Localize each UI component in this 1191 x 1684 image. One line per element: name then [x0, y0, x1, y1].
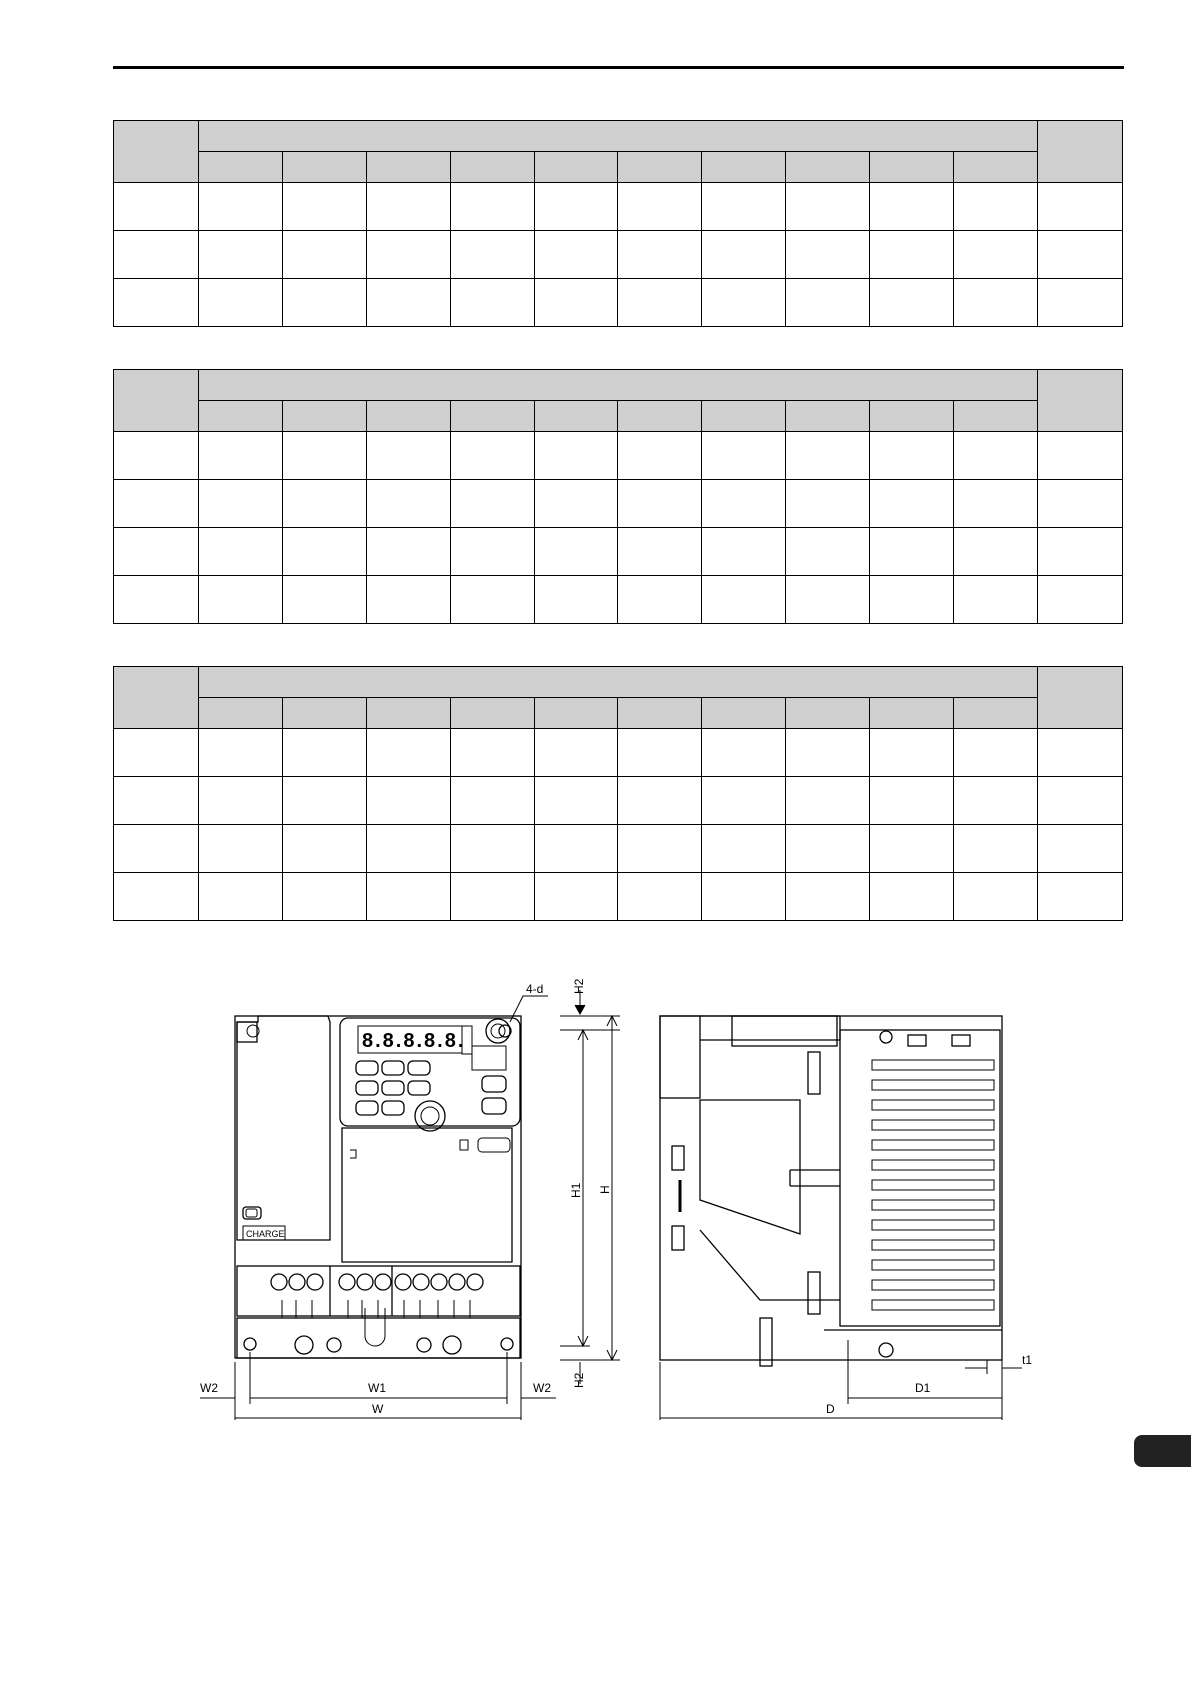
table-cell [954, 480, 1038, 528]
table-cell [1038, 777, 1123, 825]
table-cell [870, 183, 954, 231]
table-cell [366, 825, 450, 873]
table-cell [114, 528, 199, 576]
table-cell [1038, 873, 1123, 921]
table-cell [1038, 528, 1123, 576]
table-header-corner [114, 121, 199, 183]
table-cell [702, 480, 786, 528]
table-cell [366, 528, 450, 576]
table-cell [199, 183, 283, 231]
spec-table-3 [113, 666, 1123, 921]
table-cell [534, 480, 618, 528]
table-cell [786, 825, 870, 873]
table-row [114, 576, 1123, 624]
table-cell [954, 873, 1038, 921]
display-digits: 8.8.8.8.8. [362, 1030, 466, 1052]
table-cell [786, 777, 870, 825]
table-cell [870, 528, 954, 576]
table-cell [534, 432, 618, 480]
table-subheader-cell [702, 401, 786, 432]
table-subheader-cell [618, 698, 702, 729]
table-cell [199, 576, 283, 624]
table-cell [450, 183, 534, 231]
table-cell [450, 777, 534, 825]
table-cell [954, 231, 1038, 279]
dimension-lines [200, 990, 1022, 1420]
table-cell [870, 480, 954, 528]
table-row [114, 777, 1123, 825]
table-cell [954, 576, 1038, 624]
table-subheader-cell [282, 152, 366, 183]
table-cell [199, 528, 283, 576]
table-header-group [199, 121, 1038, 152]
table-cell [786, 231, 870, 279]
table-cell [534, 279, 618, 327]
table-cell [618, 432, 702, 480]
table-cell [702, 528, 786, 576]
table-cell [702, 825, 786, 873]
table-cell [1038, 279, 1123, 327]
table-cell [282, 279, 366, 327]
table-cell [618, 777, 702, 825]
table-cell [534, 777, 618, 825]
table-cell [366, 729, 450, 777]
table-cell [366, 873, 450, 921]
table-cell [1038, 231, 1123, 279]
table-row [114, 480, 1123, 528]
table-cell [450, 231, 534, 279]
table-cell [366, 279, 450, 327]
table-subheader-cell [618, 152, 702, 183]
table-cell [199, 231, 283, 279]
table-header-group [199, 370, 1038, 401]
table-cell [786, 873, 870, 921]
table-cell [199, 825, 283, 873]
table-cell [618, 576, 702, 624]
table-cell [702, 576, 786, 624]
table-cell [282, 432, 366, 480]
table-subheader-cell [282, 698, 366, 729]
table-cell [954, 528, 1038, 576]
table-cell [366, 480, 450, 528]
table-cell [199, 729, 283, 777]
table-cell [114, 432, 199, 480]
table-cell [618, 528, 702, 576]
table-cell [786, 729, 870, 777]
table-cell [954, 183, 1038, 231]
table-cell [114, 777, 199, 825]
spec-table-1 [113, 120, 1123, 327]
table-cell [114, 279, 199, 327]
dim-h1: H1 [569, 1182, 583, 1198]
table-row [114, 183, 1123, 231]
table-cell [282, 873, 366, 921]
table-cell [450, 528, 534, 576]
side-view [660, 1016, 1002, 1366]
table-cell [199, 279, 283, 327]
table-subheader-cell [534, 698, 618, 729]
table-subheader-cell [366, 401, 450, 432]
table-cell [618, 873, 702, 921]
table-cell [114, 825, 199, 873]
table-header-corner [114, 370, 199, 432]
table-cell [870, 729, 954, 777]
dim-h: H [598, 1185, 612, 1194]
dim-d1: D1 [915, 1381, 931, 1395]
table-subheader-cell [450, 401, 534, 432]
table-cell [954, 729, 1038, 777]
table-cell [870, 873, 954, 921]
table-header-group [199, 667, 1038, 698]
table-subheader-cell [450, 152, 534, 183]
table-cell [199, 777, 283, 825]
table-cell [366, 576, 450, 624]
dim-4-d: 4-d [526, 982, 544, 996]
table-cell [1038, 729, 1123, 777]
table-cell [114, 729, 199, 777]
table-cell [282, 231, 366, 279]
table-cell [282, 825, 366, 873]
table-cell [870, 432, 954, 480]
table-subheader-cell [366, 152, 450, 183]
table-subheader-cell [618, 401, 702, 432]
table-cell [282, 729, 366, 777]
table-cell [702, 729, 786, 777]
table-cell [114, 576, 199, 624]
table-cell [534, 729, 618, 777]
table-cell [282, 528, 366, 576]
table-subheader-cell [366, 698, 450, 729]
top-rule [113, 66, 1124, 69]
table-cell [870, 279, 954, 327]
table-cell [282, 777, 366, 825]
table-cell [702, 183, 786, 231]
table-cell [618, 231, 702, 279]
front-view [235, 1016, 521, 1358]
table-subheader-cell [199, 698, 283, 729]
table-subheader-cell [870, 698, 954, 729]
table-cell [702, 873, 786, 921]
section-tab [1134, 1435, 1191, 1467]
table-cell [954, 825, 1038, 873]
table-cell [450, 825, 534, 873]
dim-h2-bottom: H2 [572, 1372, 586, 1388]
table-cell [618, 825, 702, 873]
table-row [114, 231, 1123, 279]
table-subheader-cell [199, 401, 283, 432]
table-cell [618, 183, 702, 231]
table-cell [1038, 576, 1123, 624]
table-subheader-cell [870, 152, 954, 183]
table-cell [114, 480, 199, 528]
table-subheader-cell [702, 152, 786, 183]
dim-w: W [372, 1402, 384, 1416]
table-cell [786, 480, 870, 528]
table-cell [1038, 480, 1123, 528]
table-cell [450, 279, 534, 327]
table-subheader-cell [954, 698, 1038, 729]
table-subheader-cell [954, 152, 1038, 183]
table-subheader-cell [786, 152, 870, 183]
table-row [114, 873, 1123, 921]
dim-t1: t1 [1022, 1353, 1033, 1367]
table-cell [282, 183, 366, 231]
table-cell [366, 777, 450, 825]
table-cell [114, 231, 199, 279]
table-cell [114, 183, 199, 231]
table-cell [366, 231, 450, 279]
table-subheader-cell [534, 401, 618, 432]
table-cell [282, 480, 366, 528]
table-cell [870, 231, 954, 279]
dim-h2-top: H2 [572, 978, 586, 994]
table-header-right [1038, 667, 1123, 729]
table-header-right [1038, 370, 1123, 432]
table-cell [199, 432, 283, 480]
table-cell [786, 279, 870, 327]
table-cell [450, 576, 534, 624]
dim-d: D [826, 1402, 835, 1416]
table-cell [366, 432, 450, 480]
table-cell [618, 480, 702, 528]
table-cell [450, 432, 534, 480]
table-subheader-cell [450, 698, 534, 729]
table-cell [954, 432, 1038, 480]
table-cell [702, 231, 786, 279]
table-row [114, 279, 1123, 327]
table-cell [199, 873, 283, 921]
table-cell [534, 873, 618, 921]
table-subheader-cell [199, 152, 283, 183]
dimension-drawing [0, 960, 1191, 1430]
table-cell [1038, 825, 1123, 873]
table-cell [618, 729, 702, 777]
table-subheader-cell [282, 401, 366, 432]
table-header-right [1038, 121, 1123, 183]
table-cell [786, 528, 870, 576]
table-subheader-cell [870, 401, 954, 432]
table-cell [534, 825, 618, 873]
table-cell [702, 777, 786, 825]
table-subheader-cell [786, 698, 870, 729]
table-cell [199, 480, 283, 528]
table-cell [954, 777, 1038, 825]
table-cell [450, 729, 534, 777]
table-cell [450, 873, 534, 921]
dim-w2-right: W2 [533, 1381, 551, 1395]
table-cell [954, 279, 1038, 327]
table-cell [534, 528, 618, 576]
table-row [114, 729, 1123, 777]
table-cell [870, 825, 954, 873]
table-cell [366, 183, 450, 231]
dim-w2-left: W2 [200, 1381, 218, 1395]
table-cell [618, 279, 702, 327]
table-subheader-cell [954, 401, 1038, 432]
table-subheader-cell [702, 698, 786, 729]
table-cell [1038, 432, 1123, 480]
table-cell [534, 576, 618, 624]
table-cell [282, 576, 366, 624]
dim-w1: W1 [368, 1381, 386, 1395]
table-cell [450, 480, 534, 528]
table-cell [870, 576, 954, 624]
table-cell [870, 777, 954, 825]
table-cell [786, 576, 870, 624]
table-header-corner [114, 667, 199, 729]
table-cell [1038, 183, 1123, 231]
spec-table-2 [113, 369, 1123, 624]
table-cell [534, 231, 618, 279]
table-cell [702, 279, 786, 327]
table-row [114, 825, 1123, 873]
charge-label: CHARGE [246, 1229, 285, 1239]
table-subheader-cell [534, 152, 618, 183]
table-subheader-cell [786, 401, 870, 432]
table-cell [786, 183, 870, 231]
table-cell [786, 432, 870, 480]
table-row [114, 528, 1123, 576]
table-cell [702, 432, 786, 480]
table-cell [114, 873, 199, 921]
table-row [114, 432, 1123, 480]
table-cell [534, 183, 618, 231]
